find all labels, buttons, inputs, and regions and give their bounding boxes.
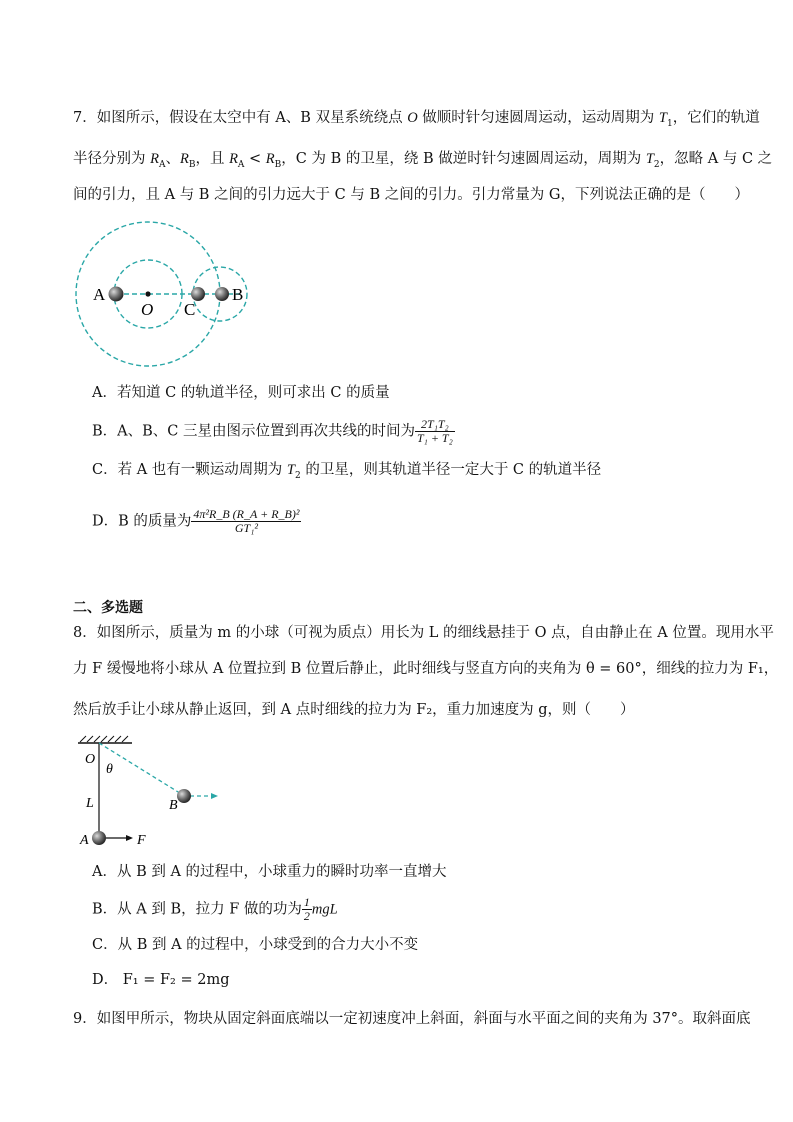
q7-text: < bbox=[244, 151, 266, 167]
denominator: 2 bbox=[303, 909, 310, 923]
q7-subscript: 1 bbox=[666, 118, 673, 129]
q7-option-c bbox=[92, 460, 601, 486]
option-text: mgL bbox=[311, 901, 338, 918]
q7-option-b bbox=[92, 418, 455, 445]
q9-line-1: 9．如图甲所示，物块从固定斜面底端以一定初速度冲上斜面，斜面与水平面之间的夹角为 37°。取斜面底 bbox=[73, 1011, 751, 1027]
label-a: A bbox=[80, 833, 89, 848]
option-text: D．B 的质量为 bbox=[92, 513, 192, 530]
numerator: 4π²R_B (R_A + R_B)² bbox=[193, 507, 300, 521]
q7-text: 做顺时针匀速圆周运动，运动周期为 bbox=[417, 110, 659, 126]
q8-option-d: D． F₁ = F₂ = 2mg bbox=[92, 972, 230, 988]
label-l: L bbox=[86, 796, 94, 811]
label-c: C bbox=[184, 300, 196, 319]
q7-period-t2: T bbox=[645, 151, 654, 167]
q7-text: 、 bbox=[165, 151, 180, 167]
fraction bbox=[415, 418, 455, 445]
label-b: B bbox=[169, 798, 178, 813]
option-text: 的卫星，则其轨道半径一定大于 C 的轨道半径 bbox=[300, 462, 602, 478]
q7-line-1 bbox=[73, 108, 760, 134]
label-o: O bbox=[141, 300, 154, 319]
period-t: T bbox=[286, 462, 295, 478]
label-f: F bbox=[137, 833, 146, 848]
numerator: 1 bbox=[303, 895, 310, 909]
q7-radius-a: R bbox=[150, 151, 159, 167]
q7-point-o: O bbox=[407, 110, 418, 126]
label-b: B bbox=[232, 285, 244, 304]
q7-text: ，它们的轨道 bbox=[672, 110, 760, 126]
section-title: 二、多选题 bbox=[73, 600, 143, 616]
q8-line-3: 然后放手让小球从静止返回，到 A 点时细线的拉力为 F₂，重力加速度为 g，则（ ） bbox=[73, 702, 635, 718]
fraction bbox=[302, 896, 312, 923]
q7-text: ，忽略 A 与 C 之 bbox=[659, 151, 773, 167]
q7-subscript: 2 bbox=[653, 159, 660, 170]
force-arrowhead bbox=[126, 835, 133, 841]
q8-option-b bbox=[92, 896, 338, 923]
star-b-ball bbox=[215, 287, 229, 301]
q7-text: ，C 为 B 的卫星，绕 B 做逆时针匀速圆周运动，周期为 bbox=[281, 151, 646, 167]
fraction bbox=[191, 508, 301, 535]
q8-option-a: A．从 B 到 A 的过程中，小球重力的瞬时功率一直增大 bbox=[92, 864, 447, 880]
ball-b bbox=[177, 789, 191, 803]
denominator: GT₁² bbox=[234, 521, 258, 535]
star-a-ball bbox=[109, 287, 124, 302]
option-text: B．A、B、C 三星由图示位置到再次共线的时间为 bbox=[92, 423, 415, 440]
option-text: C．若 A 也有一颗运动周期为 bbox=[92, 462, 287, 478]
q8-line-2: 力 F 缓慢地将小球从 A 位置拉到 B 位置后静止，此时细线与竖直方向的夹角为 θ = 60°，细线的拉力为 F₁， bbox=[73, 661, 779, 677]
q7-period-t1: T bbox=[658, 110, 667, 126]
q7-option-a: A．若知道 C 的轨道半径，则可求出 C 的质量 bbox=[92, 385, 390, 401]
ball-a bbox=[92, 831, 106, 845]
center-point-o bbox=[145, 291, 150, 296]
label-a: A bbox=[93, 285, 106, 304]
force-arrowhead-dashed bbox=[211, 793, 218, 799]
q7-line-2 bbox=[73, 149, 772, 175]
q7-subscript: B bbox=[188, 159, 196, 170]
q7-text: 7．如图所示，假设在太空中有 A、B 双星系统绕点 bbox=[73, 110, 408, 126]
subscript: 2 bbox=[294, 470, 301, 481]
option-text: B．从 A 到 B，拉力 F 做的功为 bbox=[92, 901, 302, 918]
q7-subscript: A bbox=[237, 159, 245, 170]
q8-line-1: 8．如图所示，质量为 m 的小球（可视为质点）用长为 L 的细线悬挂于 O 点，自由静止在 A 位置。现用水平 bbox=[73, 625, 774, 641]
q7-radius-b: R bbox=[179, 151, 189, 167]
q8-pendulum-diagram bbox=[70, 735, 230, 850]
ceiling-hatch bbox=[80, 736, 128, 742]
satellite-c-ball bbox=[191, 287, 205, 301]
numerator: 2T₁T₂ bbox=[415, 418, 455, 432]
q7-subscript: A bbox=[158, 159, 166, 170]
q7-text: ，且 bbox=[195, 151, 230, 167]
label-o: O bbox=[85, 752, 96, 767]
q7-orbit-diagram bbox=[60, 220, 270, 370]
q7-option-d bbox=[92, 508, 301, 535]
q7-subscript: B bbox=[274, 159, 282, 170]
q7-radius-b: R bbox=[265, 151, 275, 167]
label-theta: θ bbox=[106, 762, 113, 777]
q7-radius-a: R bbox=[229, 151, 238, 167]
q7-text: 半径分别为 bbox=[73, 151, 151, 167]
q8-option-c: C．从 B 到 A 的过程中，小球受到的合力大小不变 bbox=[92, 937, 419, 953]
denominator: T₁ + T₂ bbox=[416, 431, 453, 445]
q7-line-3: 间的引力，且 A 与 B 之间的引力远大于 C 与 B 之间的引力。引力常量为 G，下列说法正确的是（ ） bbox=[73, 187, 749, 203]
